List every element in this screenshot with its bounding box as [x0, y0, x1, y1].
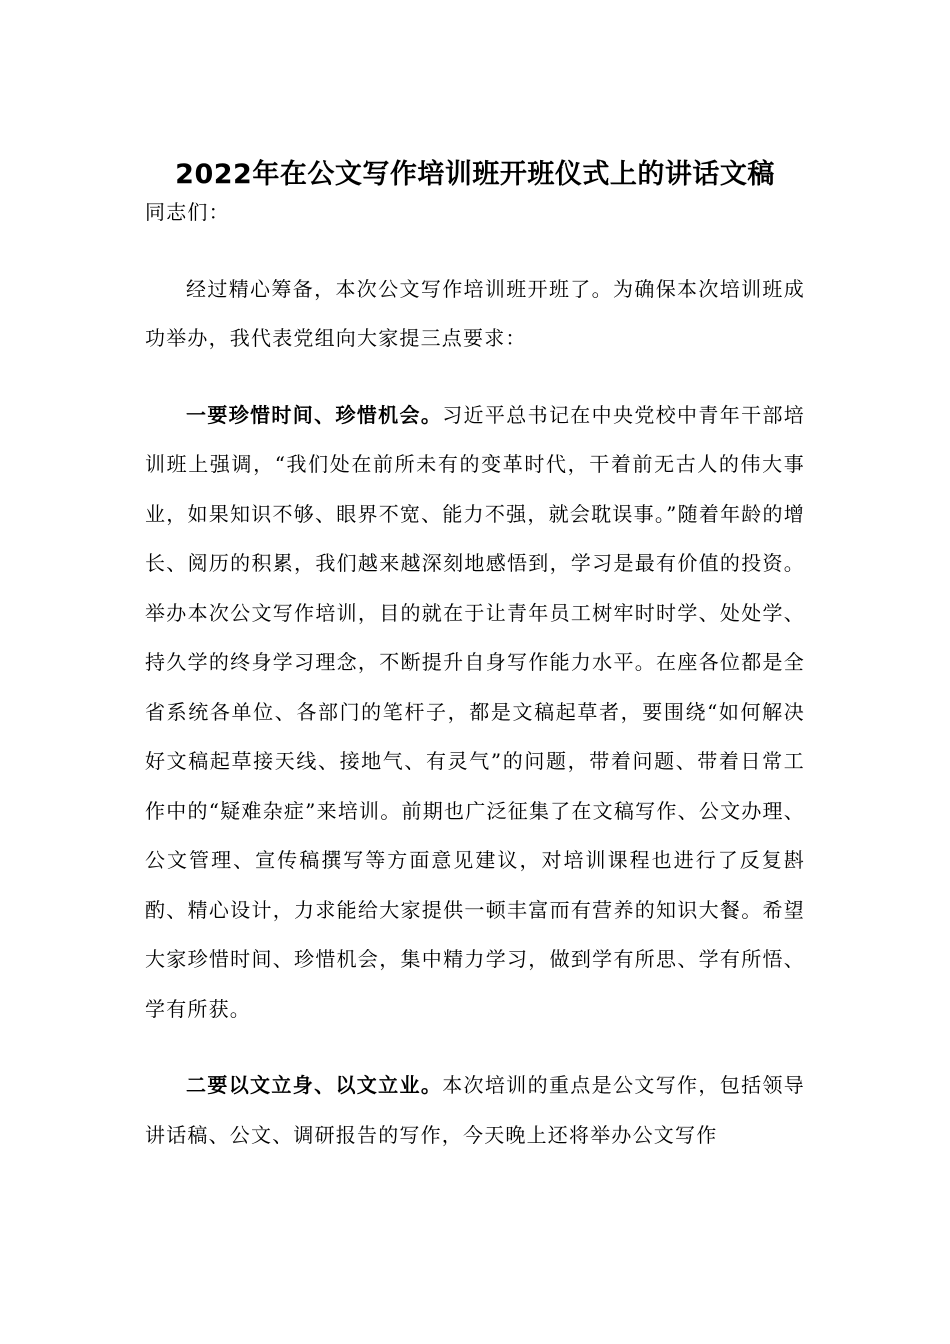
document-title: 2022年在公文写作培训班开班仪式上的讲话文稿	[175, 159, 775, 190]
paragraph-text: 本次培训的重点是公文写作，包括领导讲话稿、公文、调研报告的写作，今天晚上还将举办公文写作	[145, 1073, 805, 1147]
salutation: 同志们：	[145, 200, 230, 224]
requirement-two-paragraph	[145, 1061, 805, 1160]
paragraph-heading: 二要以文立身、以文立业。	[186, 1073, 443, 1097]
intro-paragraph	[145, 265, 805, 364]
document-body	[145, 188, 805, 1160]
paragraph-text: 经过精心筹备，本次公文写作培训班开班了。为确保本次培训班成功举办，我代表党组向大家提三点要求：	[145, 276, 805, 350]
requirement-one-paragraph	[145, 391, 805, 1035]
paragraph-heading: 一要珍惜时间、珍惜机会。	[186, 402, 443, 427]
paragraph-text: 习近平总书记在中央党校中青年干部培训班上强调，“我们处在前所未有的变革时代，干着前无古人的伟大事业，如果知识不够、眼界不宽、能力不强，就会耽误事。”随着年龄的增长、阅历的积累，我们越来越深刻地感悟到，学习是最有价值的投资。举办本次公文写作培训，目的就在于让青年员工树牢时时学、处处学、持久学的终身学习理念，不断提升自身写作能力水平。在座各位都是全省系统各单位、各部门的笔杆子，都是文稿起草者，要围绕“如何解决好文稿起草接天线、接地气、有灵气”的问题，带着问题、带着日常工作中的“疑难杂症”来培训。前期也广泛征集了在文稿写作、公文办理、公文管理、宣传稿撰写等方面意见建议，对培训课程也进行了反复斟酌、精心设计，力求能给大家提供一顿丰富而有营养的知识大餐。希望大家珍惜时间、珍惜机会，集中精力学习，做到学有所思、学有所悟、学有所获。	[145, 402, 805, 1021]
